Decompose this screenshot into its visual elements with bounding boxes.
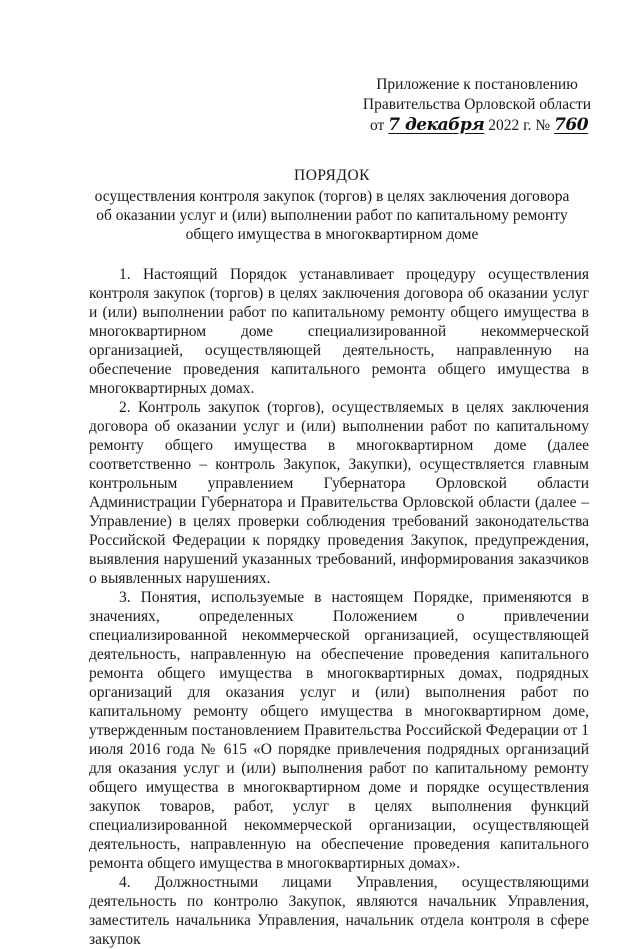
approval-date-line [362,115,592,136]
paragraph-1: 1. Настоящий Порядок устанавливает процедуру осуществления контроля закупок (торгов) в целях заключения договора об оказании услуг и (или) выполнении работ по капитальному ремонту общего имущества в многоквартирном доме специализированной некоммерческой организацией, осуществляющей деятельность, направленную на обеспечение проведения капитального ремонта общего имущества в многоквартирных домах. [89,266,589,397]
document-body [89,265,589,949]
paragraph-2: 2. Контроль закупок (торгов), осуществляемых в целях заключения договора об оказании услуг и (или) выполнении работ по капитальному ремонту общего имущества в многоквартирном доме (далее соответственно – контроль Закупок, Закупки), осуществляется главным контрольным управлением Губернатора Орловской области Администрации Губернатора и Правительства Орловской области (далее – Управление) в целях проверки соблюдения требований законодательства Российской Федерации к порядку проведения Закупок, предупреждения, выявления нарушений указанных требований, информирования заказчиков о выявленных нарушениях. [89,399,589,587]
title-heading: ПОРЯДОК [294,167,370,184]
title-subtitle-2: об оказании услуг и (или) выполнении работ по капитальному ремонту [96,207,568,224]
title-subtitle-3: общего имущества в многоквартирном доме [185,226,479,243]
approval-line-2: Правительства Орловской области [362,96,592,113]
date-year: 2022 г. № [488,117,551,134]
approval-line-1: Приложение к постановлению [376,76,578,93]
title-subtitle-1: осуществления контроля закупок (торгов) в целях заключения договора [94,188,570,205]
date-prefix: от [370,117,385,134]
paragraph-3: 3. Понятия, используемые в настоящем Порядке, применяются в значениях, определенных Положением о привлечении специализированной некоммерческой организацией, осуществляющей деятельность, направленную на обеспечение проведения капитального ремонта общего имущества в многоквартирных домах, подрядных организаций для оказания услуг и (или) выполнения работ по капитальному ремонту общего имущества в многоквартирном доме, утвержденным постановлением Правительства Российской Федерации от 1 июля 2016 года № 615 «О порядке привлечения подрядных организаций для оказания услуг и (или) выполнения работ по капитальному ремонту общего имущества в многоквартирном доме и порядке осуществления закупок товаров, работ, услуг в целях выполнения функций специализированной некоммерческой организации, осуществляющей деятельность, направленную на обеспечение проведения капитального ремонта общего имущества в многоквартирных домах». [89,589,589,872]
approval-stamp-block [362,75,592,136]
handwritten-date: 7 декабря [388,115,485,135]
handwritten-number: 760 [554,115,589,135]
document-title [70,166,594,244]
paragraph-4: 4. Должностными лицами Управления, осуществляющими деятельность по контролю Закупок, являются начальник Управления, заместитель начальника Управления, начальник отдела контроля в сфере закупок [89,874,589,948]
